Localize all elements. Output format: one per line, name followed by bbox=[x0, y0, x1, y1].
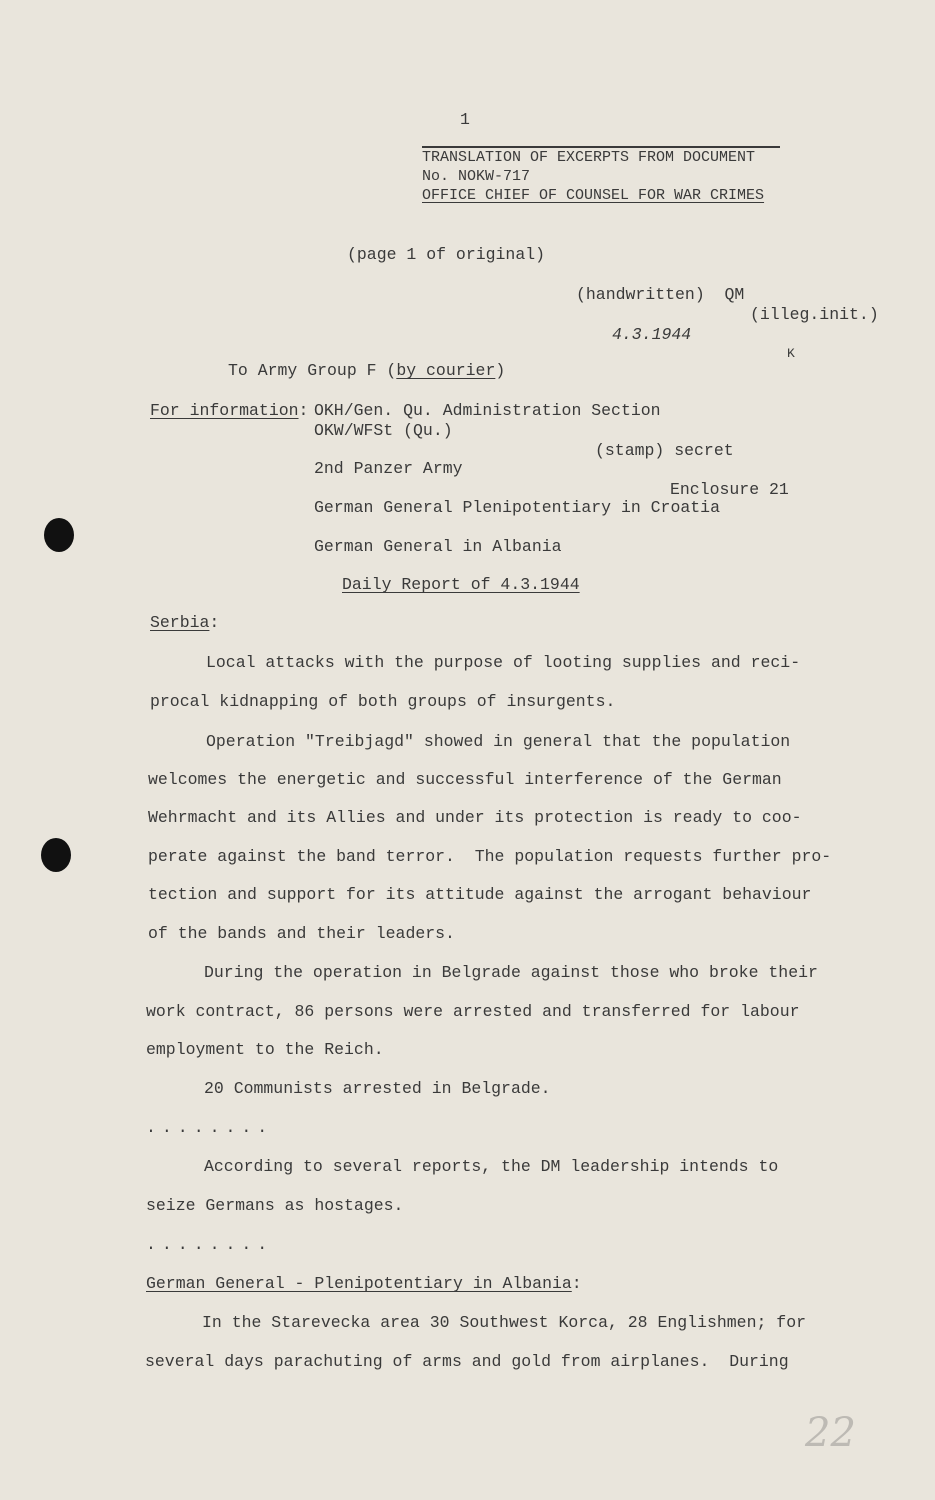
section-serbia-label: Serbia bbox=[150, 613, 210, 632]
handwritten-page-number: 22 bbox=[805, 1410, 856, 1456]
stamp-secret: (stamp) secret bbox=[595, 441, 734, 460]
punch-hole bbox=[41, 838, 71, 872]
paragraph-line: employment to the Reich. bbox=[146, 1040, 384, 1059]
paragraph-line: welcomes the energetic and successful interference of the German bbox=[148, 770, 782, 789]
for-information-label: For information bbox=[150, 401, 299, 420]
paragraph-line: According to several reports, the DM leadership intends to bbox=[204, 1157, 779, 1176]
to-line-suffix: ) bbox=[495, 361, 506, 380]
recipient-okh: OKH/Gen. Qu. Administration Section bbox=[314, 401, 661, 420]
mark-k: K bbox=[787, 346, 795, 361]
recipient-croatia: German General Plenipotentiary in Croatia bbox=[314, 498, 720, 517]
report-title: Daily Report of 4.3.1944 bbox=[342, 575, 580, 594]
header-line-2: No. NOKW-717 bbox=[422, 168, 531, 185]
paragraph-line: of the bands and their leaders. bbox=[148, 924, 455, 943]
paragraph-line: procal kidnapping of both groups of insurgents. bbox=[150, 692, 616, 711]
header-line-3: OFFICE CHIEF OF COUNSEL FOR WAR CRIMES bbox=[422, 187, 765, 204]
section-albania: German General - Plenipotentiary in Albania: bbox=[146, 1274, 582, 1293]
paragraph-line: Local attacks with the purpose of looting supplies and reci- bbox=[206, 653, 801, 672]
paragraph-line: Wehrmacht and its Allies and under its protection is ready to coo- bbox=[148, 808, 802, 827]
omission-dots: ........ bbox=[146, 1235, 274, 1254]
paragraph-line: Operation "Treibjagd" showed in general that the population bbox=[206, 732, 791, 751]
punch-hole bbox=[44, 518, 74, 552]
handwritten-date: 4.3.1944 bbox=[612, 325, 692, 344]
recipient-panzer: 2nd Panzer Army bbox=[314, 459, 463, 478]
recipient-albania: German General in Albania bbox=[314, 537, 562, 556]
for-information: For information: bbox=[150, 401, 309, 420]
handwritten-note: (handwritten) QM bbox=[576, 285, 745, 304]
to-line-courier: by courier bbox=[396, 361, 496, 380]
enclosure: Enclosure 21 bbox=[670, 480, 789, 499]
paragraph-line: 20 Communists arrested in Belgrade. bbox=[204, 1079, 551, 1098]
paragraph-line: several days parachuting of arms and gold from airplanes. During bbox=[145, 1352, 789, 1371]
to-line bbox=[228, 361, 505, 381]
illegible-initials: (illeg.init.) bbox=[750, 305, 879, 324]
paragraph-line: In the Starevecka area 30 Southwest Korca, 28 Englishmen; for bbox=[202, 1313, 806, 1332]
to-line-prefix: To Army Group F ( bbox=[228, 361, 397, 380]
paragraph-line: perate against the band terror. The population requests further pro- bbox=[148, 847, 832, 866]
paragraph-line: During the operation in Belgrade against those who broke their bbox=[204, 963, 818, 982]
page-number: 1 bbox=[460, 110, 470, 129]
section-serbia: Serbia: bbox=[150, 613, 220, 632]
recipient-okw: OKW/WFSt (Qu.) bbox=[314, 421, 453, 440]
paragraph-line: tection and support for its attitude against the arrogant behaviour bbox=[148, 885, 812, 904]
paragraph-line: seize Germans as hostages. bbox=[146, 1196, 404, 1215]
omission-dots: ........ bbox=[146, 1118, 274, 1137]
header-line-1: TRANSLATION OF EXCERPTS FROM DOCUMENT bbox=[422, 149, 756, 166]
paragraph-line: work contract, 86 persons were arrested and transferred for labour bbox=[146, 1002, 800, 1021]
section-albania-label: German General - Plenipotentiary in Albania bbox=[146, 1274, 572, 1293]
original-page-note: (page 1 of original) bbox=[347, 245, 546, 264]
